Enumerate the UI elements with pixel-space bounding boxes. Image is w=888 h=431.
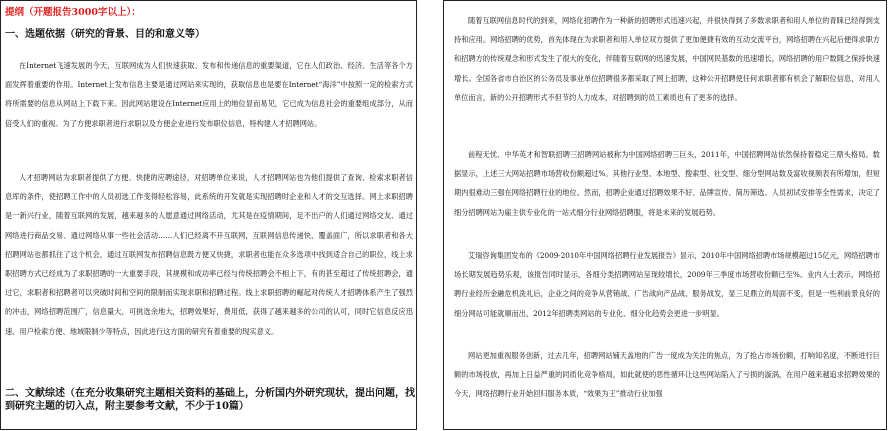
right-paragraph-4: 网站更加重视服务创新，过去几年，招聘网站铺天盖地的广告一度成为关注的焦点，为了抢占市场份额，打响知名度，不断进行巨额的市场投放，再加上日益严重的同质化竞争格局，如此就使的恶性循环让这些网站陷入了亏损的漩涡，在用户越来越追求招聘效果的今天，网络招聘行业开始回归服务本质，“效果为王”推动行业加强 (454, 351, 880, 399)
right-paragraph-2: 前程无忧、中华英才和智联招聘三招聘网站被称为中国网络招聘三巨头，2011年，中国招聘网站依然保持着稳定三鼎头格局。数据显示，上述三大网站招聘市场营收份额超过%。其他行业型、本地型、搜索型、社交型、细分型网站数及富收视频表有所增加，但短期内很难动三强在网络招聘行业的地位。然而，招聘企业通过招聘效果不好、品牌宣传、简历筛选、人员初试安排等全性需求，决定了细分招聘网站为雇主供专业化的一站式细分行业网络招聘服，将是未来的发展趋势。 (454, 150, 880, 217)
right-paragraph-3: 艾瑞咨询集团发布的《2009-2010年中国网络招聘行业发展报告》显示，2010年中国网络招聘市场规模超过15亿元，网络招聘市场长期发展趋势乐观，该报告同时显示，各细分类招聘网站呈现较增长，2009年三季度市场营收份额已至%。业内人士表示，网络招聘行业经历金融危机洗礼后，企业之间的竞争从营销战、广告战向产品战、服务战发，显三足鼎立的局面不变，但是一些利前景良好的细分网站可能就顺而出，2012年招聘类网站的专业化、细分化趋势会更进一步明显。 (454, 251, 880, 318)
document-page-right (443, 0, 887, 430)
outline-header: 提纲（开题报告3000字以上）： (5, 7, 141, 18)
right-paragraph-1: 随着互联网信息时代的到来，网络化招聘作为一种新的招聘形式迅速兴起，并很快得到了多数求职者和用人单位的青睐已经得到支持和应用。网络招聘的优势，首先体现在为求职者和用人单位双方提供了更加便捷有效的互动交流平台，网络招聘在兴起后便得求职方和招聘方的传统观念和形式发生了很大的变化，伴随着互联网的迅速发展，中国网民基数的迅速增长，网络招聘的用户数随之保持快速增长。全国各省市自治区的公务员及事业单位招聘很多都采取了网上招聘，这种公开招聘使任何求职者都有机会了解职位信息，对用人单位而言，新的公开招聘形式不但节约人力成本，对招聘到的员工素质也有了更多的选择。 (454, 16, 880, 102)
section-1-paragraph-2: 人才招聘网站为求职者提供了方便、快捷的应聘途径，对招聘单位来说，人才招聘网站也为他们提供了查询、检索求职者信息库的条件，使招聘工作中的人员初选工作变得轻松容易，此系统的开发就是实现招聘时企业和人才的交互选择。网上求职招聘是一新兴行业，随着互联网的发展，越来越多的人愿意通过网络活动，尤其是在疫情期间，足不出户的人们通过网络交友、通过网络进行商品交易、通过网络从事一些社会活动……人们已经离不开互联网，互联网信息传递快、覆盖面广，所以求职者和各大招聘网站也都抓住了这个机会，通过互联网发布招聘信息既方便又快捷，求职者也能在众多选项中找到适合自己的职位，线上求职招聘方式已经成为了求职招聘的一大重要手段，其规模和成功率已经与传统招聘会不相上下，有的甚至超过了传统招聘会，通过它，求职者和招聘者可以突破时间和空间的限制而实现求职和招聘过程。线上求职招聘的崛起对传统人才招聘体系产生了强烈的冲击，网络招聘范围广，信息量大，可挑选余地大，招聘效果好，费用低，获得了越来越多的公司的认可，同时它信息反应迅速、用户检索方便、地域限制少等特点，因此进行这方面的研究有着重要的现实意义。 (5, 173, 413, 336)
document-page-left (0, 0, 417, 430)
section-1-title: 一、选题依据（研究的背景、目的和意义等） (5, 29, 205, 40)
section-2-title: 二、文献综述（在充分收集研究主题相关资料的基础上，分析国内外研究现状，提出问题，找到研究主题的切入点，附主要参考文献，不少于10篇） (5, 388, 415, 412)
section-1-paragraph-1: 在Internet飞速发展的今天，互联网成为人们快速获取、发布和传递信息的重要渠道，它在人们政治、经济、生活等各个方面发挥着重要的作用。Internet上发布信息主要是通过网站来实现的，获取信息也是要在Internet“海洋”中按照一定的检索方式将所需要的信息从网站上下载下来。因此网站建设在Internet应用上的地位显而易见，它已成为信息社会的重要组成部分，从而倍受人们的重视。为了方便求职者进行求职以及方便企业进行发布职位信息，特构建人才招聘网站。 (5, 61, 413, 128)
